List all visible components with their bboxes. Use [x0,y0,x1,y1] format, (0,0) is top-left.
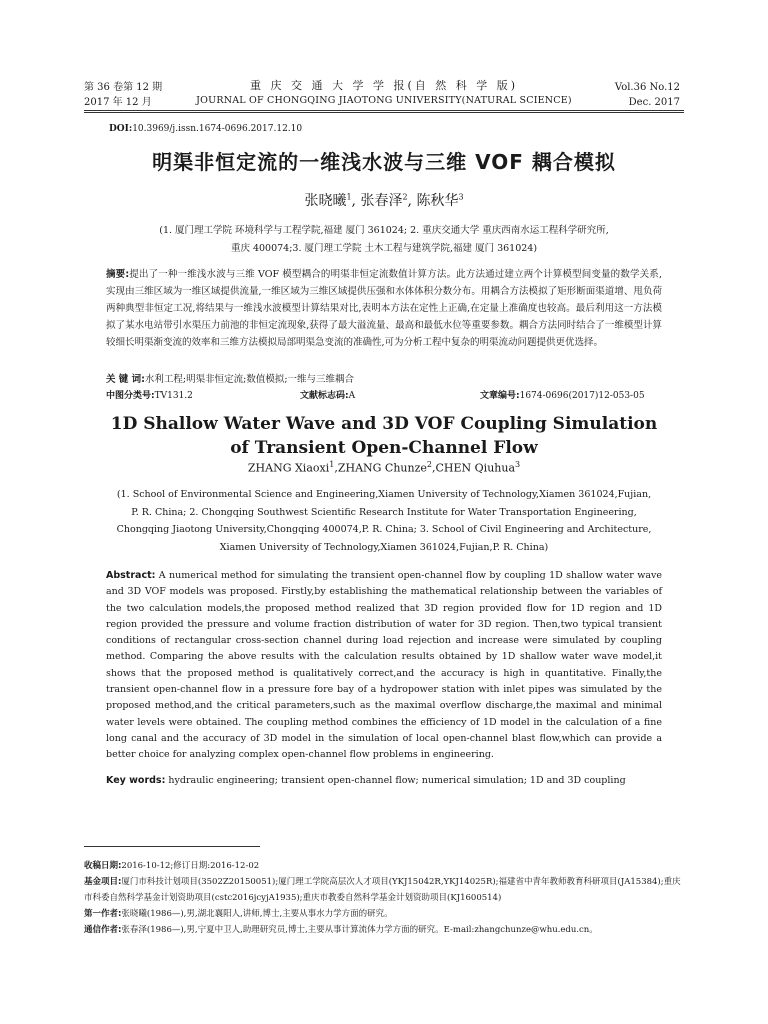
author-affil-mark: 3 [515,460,521,469]
journal-name-en: JOURNAL OF CHONGQING JIAOTONG UNIVERSITY(NATURAL SCIENCE) [196,95,572,106]
footnote-funding: 基金项目:厦门市科技计划项目(3502Z20150051);厦门理工学院高层次人才项目(YKJ15042R,YKJ14025R);福建省中青年教师教育科研项目(JA15384);重庆市科委自然科学基金计划资助项目(cstc2016jcyjA1935);重庆市教委自然科学基金计划资助项目(KJ1600514) [84,877,681,903]
affiliation-line: Xiamen University of Technology,Xiamen 361024,Fujian,P. R. China) [219,541,549,553]
clc-number: 中图分类号:TV131.2 [106,391,193,401]
footnote-rule [84,846,260,847]
header-volume-cn: 第 36 卷第 12 期 [84,82,163,93]
journal-name-cn: 重 庆 交 通 大 学 学 报(自 然 科 学 版) [249,79,519,92]
affiliations-cn [120,222,648,258]
title-en-line: 1D Shallow Water Wave and 3D VOF Coupling Simulation [110,414,658,434]
abstract-en [106,568,662,764]
author-affil-mark: 2 [402,192,408,202]
doi-label: DOI: [109,124,133,134]
header-volume [615,80,680,110]
author-list-en: ZHANG Xiaoxi$^1$,ZHANG Chunze$^2$,CHEN Qiuhua$^3$ [247,460,521,475]
author-name-en: CHEN Qiuhua [435,461,516,475]
keywords-cn-text: 水利工程;明渠非恒定流;数值模拟;一维与三维耦合 [144,374,355,385]
paper-title-en [0,412,768,460]
footnotes [84,858,684,938]
author-affil-mark: 2 [426,460,432,469]
article-number: 文章编号:1674-0696(2017)12-053-05 [480,391,645,401]
keywords-en-text: hydraulic engineering; transient open-channel flow; numerical simulation; 1D and 3D coupling [168,775,626,786]
affiliations-en [108,486,660,556]
title-en-line: of Transient Open-Channel Flow [230,438,538,458]
abstract-cn-text: 提出了一种一维浅水波与三维 VOF 模型耦合的明渠非恒定流数值计算方法。此方法通过建立两个计算模型间变量的数学关系,实现由三维区域为一维区域提供流量,一维区域为三维区域提供压强和水体体积分数分布。用耦合方法模拟了矩形断面渠道增、甩负荷两种典型非恒定工况,将结果与一维浅水波模型计算结果对比,表明本方法在定性上正确,在定量上准确度也较高。最后利用这一方法模拟了某水电站带引水渠压力前池的非恒定流现象,获得了最大溢流量、最高和最低水位等重要参数。耦合方法同时结合了一维模型计算较细长明渠渐变流的效率和三维方法模拟局部明渠急变流的准确性,可为分析工程中复杂的明渠流动问题提供更优选择。 [106,269,662,348]
author-affil-mark: 1 [329,460,335,469]
affiliation-line: 重庆 400074;3. 厦门理工学院 土木工程与建筑学院,福建 厦门 361024) [230,243,538,254]
footnote-first-author: 第一作者:张晓曦(1986—),男,湖北襄阳人,讲师,博士,主要从事水力学方面的研究。 [84,909,393,919]
keywords-cn-label: 关 键 词: [106,374,145,385]
header-date-cn: 2017 年 12 月 [84,97,152,108]
author-affil-mark: 3 [458,192,464,202]
author-name: 张春泽 [360,193,403,209]
author-name-en: ZHANG Chunze [337,461,427,475]
header-rule-double [84,112,684,113]
affiliation-line: (1. School of Environmental Science and Engineering,Xiamen University of Technology,Xiamen 361024,Fujian, [116,489,652,500]
footnote-received: 收稿日期:2016-10-12;修订日期:2016-12-02 [84,861,260,871]
author-name: 陈秋华 [416,193,459,209]
abstract-en-label: Abstract: [106,570,156,581]
header-rule [84,110,684,111]
keywords-en [106,773,662,789]
author-list-cn: 张晓曦$^1$, 张春泽$^2$, 陈秋华$^3$ [304,192,464,209]
paper-title-cn: 明渠非恒定流的一维浅水波与三维 VOF 耦合模拟 [152,150,616,174]
abstract-en-text: A numerical method for simulating the transient open-channel flow by coupling 1D shallow water wave and 3D VOF models was proposed. Firstly,by establishing the mathematical relationship between the variables of the two calculation models,the proposed method realized that 3D region provided flow for 1D region and 1D region provided the pressure and volume fraction distribution of water for 3D region. Then,two typical transient conditions of rectangular cross-section channel during load rejection and increase were simulated by coupling method. Comparing the above results with the calculation results obtained by 1D shallow water wave model,it shows that the proposed method is qualitatively correct,and the accuracy is high in quantitative. Finally,the transient open-channel flow in a pressure fore bay of a hydropower station with inlet pipes was simulated by the proposed method,and the critical parameters,such as the maximal overflow discharge,the maximal and minimal water levels were obtained. The coupling method combines the efficiency of 1D model in the calculation of a fine long canal and the accuracy of 3D model in the simulation of local open-channel blast flow,which can provide a better choice for analyzing complex open-channel flow problems in engineering. [106,570,662,761]
footnote-corresponding-author: 通信作者:张春泽(1986—),男,宁夏中卫人,助理研究员,博士,主要从事计算流体力学方面的研究。E-mail:zhangchunze@whu.edu.cn。 [84,925,598,935]
author-affil-mark: 1 [346,192,352,202]
affiliation-line: (1. 厦门理工学院 环境科学与工程学院,福建 厦门 361024; 2. 重庆交通大学 重庆西南水运工程科学研究所, [159,225,609,236]
keywords-cn [106,371,662,388]
document-code: 文献标志码:A [300,391,356,401]
header-date-en: Dec. 2017 [628,97,680,108]
doi-value[interactable]: 10.3969/j.issn.1674-0696.2017.12.10 [132,124,303,134]
abstract-cn-label: 摘要: [106,269,130,280]
author-name-en: ZHANG Xiaoxi [247,461,330,475]
abstract-cn [106,266,662,351]
doi-line [109,124,302,134]
affiliation-line: P. R. China; 2. Chongqing Southwest Scientific Research Institute for Water Transportation Engineering, [131,506,637,518]
keywords-en-label: Key words: [106,775,166,786]
header-volume-en: Vol.36 No.12 [614,82,680,93]
author-name: 张晓曦 [304,193,347,209]
affiliation-line: Chongqing Jiaotong University,Chongqing 400074,P. R. China; 3. School of Civil Engineering and Architecture, [116,524,652,535]
